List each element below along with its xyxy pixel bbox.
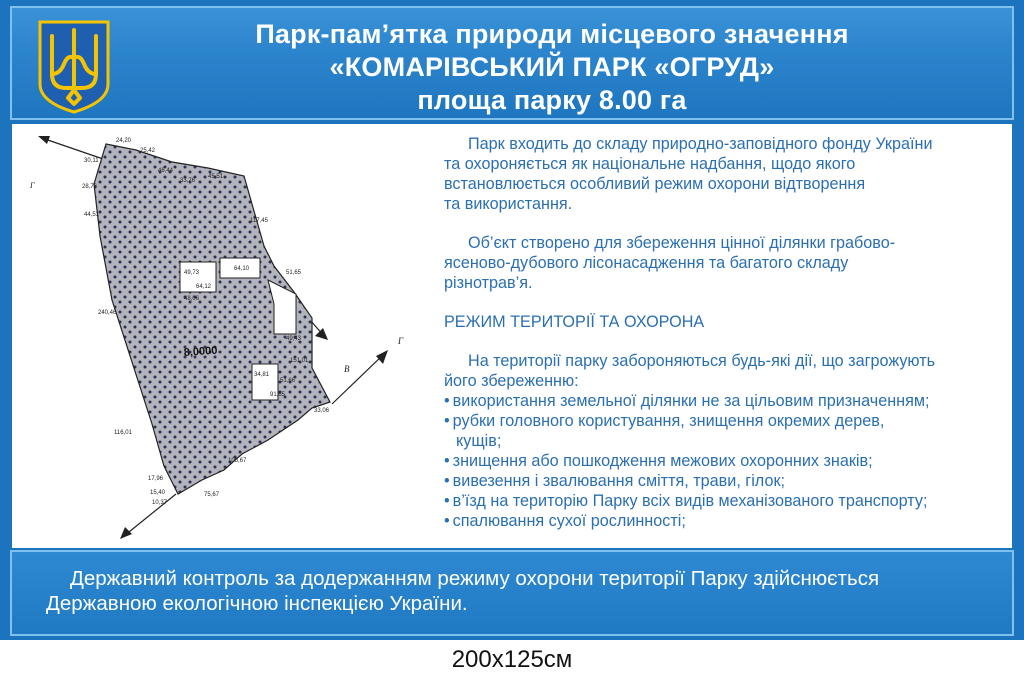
list-item: • знищення або пошкодження межових охоронних знаків;: [444, 451, 1004, 471]
title-line-2: «КОМАРІВСЬКИЙ ПАРК «ОГРУД»: [329, 52, 775, 82]
edge-label: 46,44: [158, 168, 174, 174]
direction-arrow-east: [332, 350, 388, 404]
edge-label: 15,40: [150, 490, 166, 496]
text-line: різнотрав’я.: [444, 274, 533, 292]
prohibition-list: [444, 391, 1004, 531]
text-line: Об’єкт створено для збереження цінної ділянки грабово-: [468, 234, 896, 252]
edge-label: 151,01: [290, 358, 309, 364]
direction-label-g-right: Г: [398, 336, 404, 346]
text-line: ясеново-дубового лісонасадження та багатого складу: [444, 254, 849, 272]
purpose-paragraph: [444, 233, 1004, 293]
list-item: • вивезення і звалювання сміття, трави, гілок;: [444, 471, 1004, 491]
edge-label: 105,67: [228, 458, 247, 464]
header-panel: [10, 6, 1014, 120]
edge-label: 24,20: [116, 138, 132, 144]
direction-label-v: В: [344, 364, 350, 374]
text-line: На території парку забороняються будь-які дії, що загрожують: [468, 352, 936, 370]
edge-label: 44,51: [84, 212, 100, 218]
footer-line-1: Державний контроль за додержанням режиму охорони території Парку здійснюється: [70, 567, 880, 590]
direction-arrow-southwest: [120, 494, 176, 539]
edge-label: 17,96: [148, 476, 164, 482]
edge-label: 64,12: [196, 284, 212, 290]
edge-label: 10,37: [152, 500, 168, 506]
area-label: 8,0000: [183, 344, 218, 359]
edge-label: 49,73: [184, 270, 200, 276]
edge-label: 34,81: [254, 372, 270, 378]
list-item: • рубки головного користування, знищення окремих дерев,: [444, 411, 1004, 431]
text-line: та охороняється як національне надбання, щодо якого: [444, 155, 856, 173]
edge-label: 49,43: [286, 336, 302, 342]
edge-label: 28,76: [82, 184, 98, 190]
title-line-3: площа парку 8.00 га: [417, 85, 687, 115]
intro-paragraph: [444, 134, 1004, 214]
edge-label: 33,76: [180, 178, 196, 184]
page-title: [132, 18, 972, 117]
title-line-1: Парк-пам’ятка природи місцевого значення: [255, 19, 849, 49]
edge-label: 240,46: [98, 310, 117, 316]
edge-label: 33,06: [314, 408, 330, 414]
edge-label: 45,51: [208, 174, 224, 180]
text-line: його збереженню:: [444, 372, 579, 390]
footer-panel: [10, 550, 1014, 636]
prohibition-intro: [444, 351, 1004, 391]
text-line: та використання.: [444, 195, 573, 213]
text-line: Парк входить до складу природно-заповідного фонду України: [468, 135, 933, 153]
content-panel: [12, 124, 1012, 548]
edge-label: 30,11: [84, 158, 99, 164]
edge-label: 75,67: [204, 492, 220, 498]
edge-label: 51,66: [280, 378, 296, 384]
edge-label: 116,01: [114, 430, 132, 436]
list-item: • спалювання сухої рослинності;: [444, 511, 1004, 531]
edge-label: 48,06: [184, 296, 200, 302]
direction-arrow-northwest: [38, 136, 106, 160]
text-line: встановлюється особливий режим охорони відтворення: [444, 175, 866, 193]
list-item: • використання земельної ділянки не за цільовим призначенням;: [444, 391, 1004, 411]
edge-label: 25,42: [140, 148, 156, 154]
edge-label: 91,65: [270, 392, 286, 398]
list-item-continuation: кущів;: [456, 432, 502, 450]
list-item: • в’їзд на територію Парку всіх видів механізованого транспорту;: [444, 491, 1004, 511]
info-text: [444, 134, 1004, 531]
ukraine-trident-icon: [36, 18, 112, 114]
edge-label: 117,45: [250, 218, 268, 224]
edge-label: 51,65: [286, 270, 302, 276]
edge-label: 64,10: [234, 266, 250, 272]
footer-text: [46, 566, 1006, 616]
direction-label-g-left: Г: [30, 181, 35, 190]
regime-heading: РЕЖИМ ТЕРИТОРІЇ ТА ОХОРОНА: [444, 313, 705, 331]
size-label: 200х125см: [451, 646, 573, 673]
footer-line-2: Державною екологічною інспекцією України.: [46, 592, 468, 615]
park-plot-map: [12, 124, 432, 548]
